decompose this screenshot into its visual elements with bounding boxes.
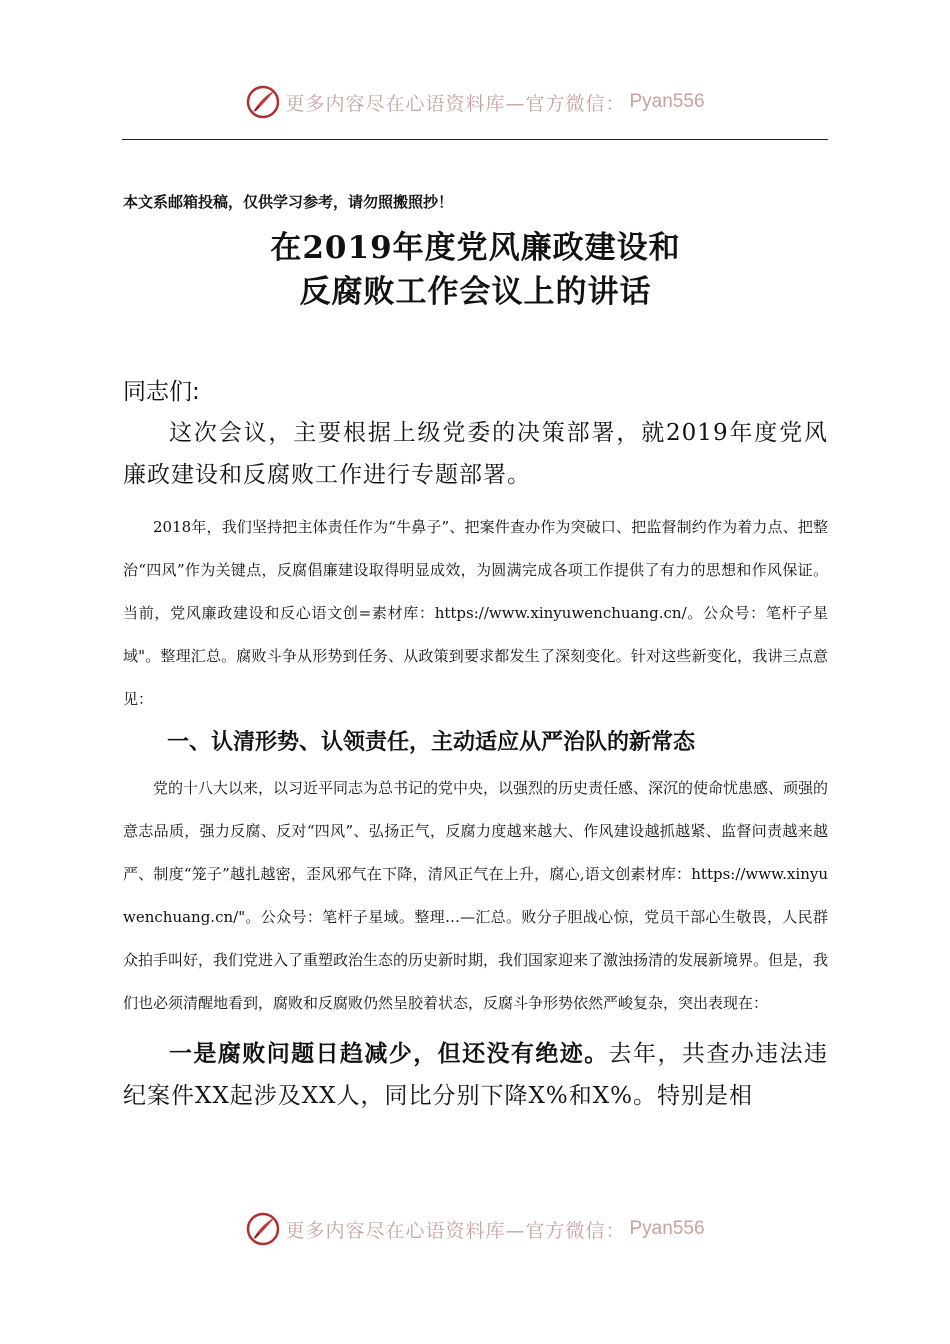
title-line-2: 反腐败工作会议上的讲话 <box>299 274 652 310</box>
situation-paragraph: 党的十八大以来，以习近平同志为总书记的党中央，以强烈的历史责任感、深沉的使命忧患感、顽强的意志品质，强力反腐、反对“四风”、弘扬正气，反腐力度越来越大、作风建设越抓越紧、监督问责越来越严、制度“笼子”越扎越密，歪风邪气在下降，清风正气在上升，腐心,语文创素材库：https://www.xinyuwenchuang.cn/"。公众号：笔杆子星域。整理…—汇总。败分子胆战心惊，党员干部心生敬畏，人民群众拍手叫好，我们党进入了重塑政治生态的历史新时期，我们国家迎来了激浊扬清的发展新境界。但是，我们也必须清醒地看到，腐败和反腐败仍然呈胶着状态，反腐斗争形势依然严峻复杂，突出表现在： <box>123 779 829 1012</box>
intro-paragraph: 这次会议，主要根据上级党委的决策部署，就2019年度党风廉政建设和反腐败工作进行专题部署。 <box>123 420 828 488</box>
document-title <box>123 226 828 314</box>
title-line-1: 在2019年度党风廉政建设和 <box>270 230 681 266</box>
watermark-wechat: Pyan556 <box>629 91 705 112</box>
quill-logo-icon <box>245 1211 281 1247</box>
point-one-text: 去年，共查办违法违纪案件XX起涉及XX人，同比分别下降X%和X%。特别是相 <box>123 1041 829 1109</box>
greeting: 同志们: <box>123 379 200 405</box>
point-one-paragraph <box>123 1033 828 1117</box>
watermark-text: 更多内容尽在心语资料库—官方微信： <box>285 1219 626 1242</box>
submission-notice: 本文系邮箱投稿，仅供学习参考，请勿照搬照抄！ <box>123 193 454 211</box>
document-body <box>123 190 828 1117</box>
header-divider <box>122 139 828 140</box>
section-heading-1: 一、认清形势、认领责任，主动适应从严治队的新常态 <box>167 730 696 755</box>
quill-logo-icon <box>245 84 281 120</box>
watermark-wechat: Pyan556 <box>629 1218 705 1239</box>
header-watermark <box>0 82 950 122</box>
footer-watermark <box>0 1209 950 1249</box>
watermark-text: 更多内容尽在心语资料库—官方微信： <box>285 92 626 115</box>
review-paragraph: 2018年，我们坚持把主体责任作为“牛鼻子”、把案件查办作为突破口、把监督制约作为着力点、把整治“四风”作为关键点，反腐倡廉建设取得明显成效，为圆满完成各项工作提供了有力的思想和作风保证。当前，党风廉政建设和反心语文创=素材库：https://www.xinyuwenchuang.cn/。公众号：笔杆子星域"。整理汇总。腐败斗争从形势到任务、从政策到要求都发生了深刻变化。针对这些新变化，我讲三点意见： <box>123 518 828 708</box>
point-one-lead: 一是腐败问题日趋减少，但还没有绝迹。 <box>169 1040 609 1067</box>
